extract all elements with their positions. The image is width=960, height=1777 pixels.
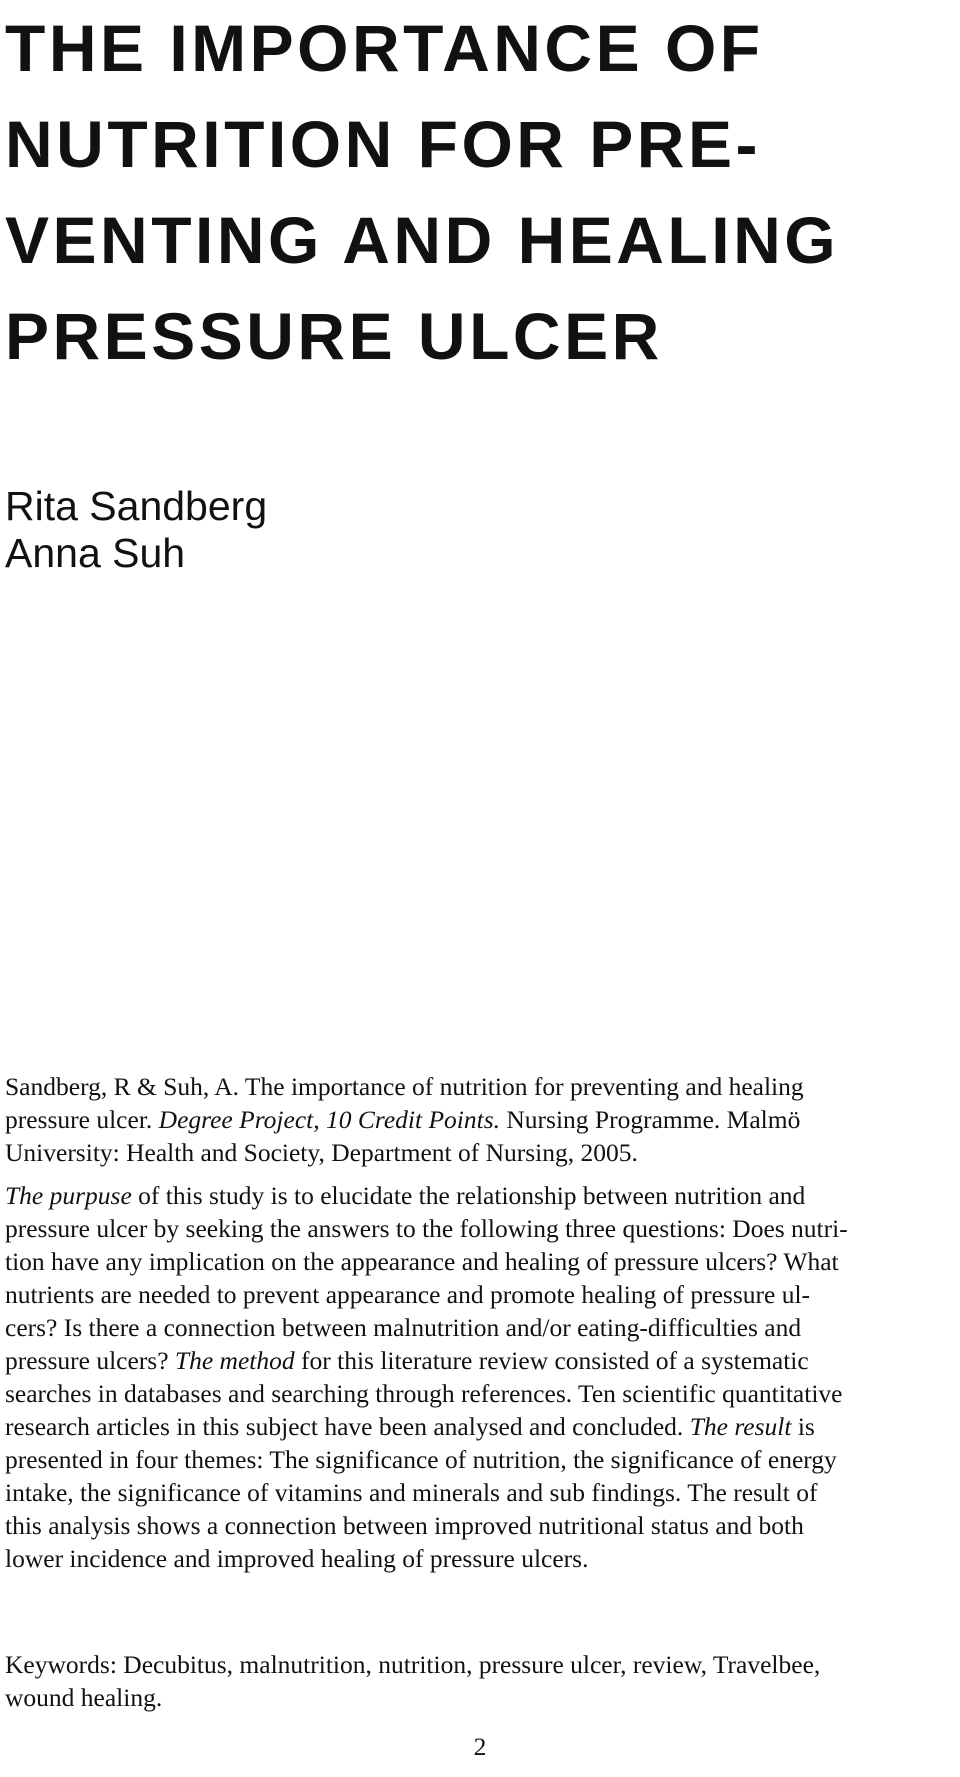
abstract-text: is bbox=[791, 1412, 815, 1441]
abstract-text: pressure ulcers? bbox=[5, 1346, 175, 1375]
abstract-line: lower incidence and improved healing of pressure ulcers. bbox=[5, 1544, 589, 1573]
citation-text: pressure ulcer. bbox=[5, 1105, 159, 1134]
method-italic: The method bbox=[174, 1346, 295, 1375]
citation-text: Nursing Programme. Malmö bbox=[500, 1105, 801, 1134]
author-name: Rita Sandberg bbox=[5, 483, 268, 529]
title-line: THE IMPORTANCE OF bbox=[5, 11, 764, 85]
page-number: 2 bbox=[473, 1732, 487, 1761]
title-line: PRESSURE ULCER bbox=[5, 299, 663, 373]
keywords-paragraph bbox=[5, 1648, 820, 1714]
author-list bbox=[5, 483, 267, 577]
abstract-line: presented in four themes: The significance of nutrition, the significance of energy bbox=[5, 1445, 837, 1474]
abstract-line bbox=[5, 1344, 848, 1377]
abstract-line: cers? Is there a connection between malnutrition and/or eating-difficulties and bbox=[5, 1313, 802, 1342]
abstract-line: pressure ulcer by seeking the answers to the following three questions: Does nutri- bbox=[5, 1214, 848, 1243]
citation-line bbox=[5, 1136, 804, 1169]
abstract-line: tion have any implication on the appearance and healing of pressure ulcers? What bbox=[5, 1247, 839, 1276]
abstract-line: searches in databases and searching through references. Ten scientific quantitative bbox=[5, 1379, 843, 1408]
document-title bbox=[5, 0, 945, 384]
abstract-line: intake, the significance of vitamins and minerals and sub findings. The result of bbox=[5, 1478, 818, 1507]
abstract-text: of this study is to elucidate the relationship between nutrition and bbox=[131, 1181, 806, 1210]
title-line: VENTING AND HEALING bbox=[5, 203, 840, 277]
abstract-line bbox=[5, 1410, 848, 1443]
abstract-paragraph bbox=[5, 1179, 848, 1575]
author-name: Anna Suh bbox=[5, 530, 186, 576]
abstract-line bbox=[5, 1179, 848, 1212]
keywords-line: Keywords: Decubitus, malnutrition, nutrition, pressure ulcer, review, Travelbee, bbox=[5, 1650, 821, 1679]
citation-text: Sandberg, R & Suh, A. The importance of nutrition for preventing and healing bbox=[5, 1072, 804, 1101]
citation-line bbox=[5, 1103, 804, 1136]
purpose-italic: The purpuse bbox=[5, 1181, 132, 1210]
result-italic: The result bbox=[689, 1412, 792, 1441]
degree-project-italic: Degree Project, 10 Credit Points. bbox=[158, 1105, 501, 1134]
abstract-line: this analysis shows a connection between improved nutritional status and both bbox=[5, 1511, 804, 1540]
citation-text: University: Health and Society, Department of Nursing, 2005. bbox=[5, 1138, 638, 1167]
abstract-text: research articles in this subject have been analysed and concluded. bbox=[5, 1412, 690, 1441]
abstract-line: nutrients are needed to prevent appearance and promote healing of pressure ul- bbox=[5, 1280, 811, 1309]
citation-paragraph bbox=[5, 1070, 804, 1169]
title-line: NUTRITION FOR PRE- bbox=[5, 107, 761, 181]
abstract-text: for this literature review consisted of a systematic bbox=[294, 1346, 809, 1375]
keywords-line: wound healing. bbox=[5, 1683, 163, 1712]
citation-line bbox=[5, 1070, 804, 1103]
